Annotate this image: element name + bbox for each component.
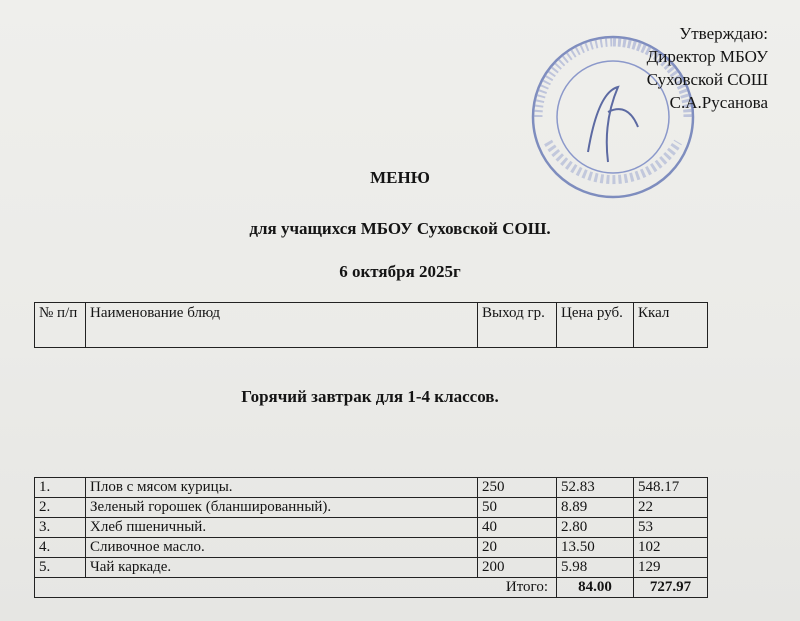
header-num: № п/п [35, 303, 86, 348]
cell-name: Плов с мясом курицы. [86, 478, 478, 498]
cell-name: Хлеб пшеничный. [86, 518, 478, 538]
cell-num: 3. [35, 518, 86, 538]
cell-name: Сливочное масло. [86, 538, 478, 558]
table-row [35, 498, 708, 518]
cell-kcal: 129 [634, 558, 708, 578]
menu-title: МЕНЮ [370, 168, 430, 187]
cell-price: 13.50 [557, 538, 634, 558]
cell-num: 5. [35, 558, 86, 578]
table-row [35, 538, 708, 558]
header-row [35, 303, 708, 348]
cell-price: 5.98 [557, 558, 634, 578]
cell-num: 1. [35, 478, 86, 498]
approval-line: Директор МБОУ [646, 47, 768, 66]
cell-price: 52.83 [557, 478, 634, 498]
header-table [34, 302, 708, 348]
total-label: Итого: [35, 578, 557, 598]
dishes-table [34, 477, 708, 598]
cell-yield: 40 [478, 518, 557, 538]
cell-yield: 50 [478, 498, 557, 518]
approval-line: Утверждаю: [679, 24, 768, 43]
cell-kcal: 548.17 [634, 478, 708, 498]
table-row [35, 478, 708, 498]
section-title: Горячий завтрак для 1-4 классов. [241, 387, 499, 406]
table-row [35, 558, 708, 578]
header-price: Цена руб. [557, 303, 634, 348]
cell-yield: 20 [478, 538, 557, 558]
menu-date: 6 октября 2025г [339, 262, 461, 281]
header-name: Наименование блюд [86, 303, 478, 348]
cell-kcal: 102 [634, 538, 708, 558]
total-row [35, 578, 708, 598]
cell-name: Чай каркаде. [86, 558, 478, 578]
cell-yield: 200 [478, 558, 557, 578]
approval-line: С.А.Русанова [669, 93, 768, 112]
cell-price: 2.80 [557, 518, 634, 538]
approval-block [647, 22, 768, 114]
header-yield: Выход гр. [478, 303, 557, 348]
total-price: 84.00 [557, 578, 634, 598]
header-kcal: Ккал [634, 303, 708, 348]
approval-line: Суховской СОШ [646, 70, 768, 89]
cell-num: 4. [35, 538, 86, 558]
cell-price: 8.89 [557, 498, 634, 518]
cell-yield: 250 [478, 478, 557, 498]
total-kcal: 727.97 [634, 578, 708, 598]
menu-subtitle: для учащихся МБОУ Суховской СОШ. [249, 219, 551, 238]
cell-name: Зеленый горошек (бланшированный). [86, 498, 478, 518]
table-row [35, 518, 708, 538]
cell-num: 2. [35, 498, 86, 518]
cell-kcal: 22 [634, 498, 708, 518]
cell-kcal: 53 [634, 518, 708, 538]
